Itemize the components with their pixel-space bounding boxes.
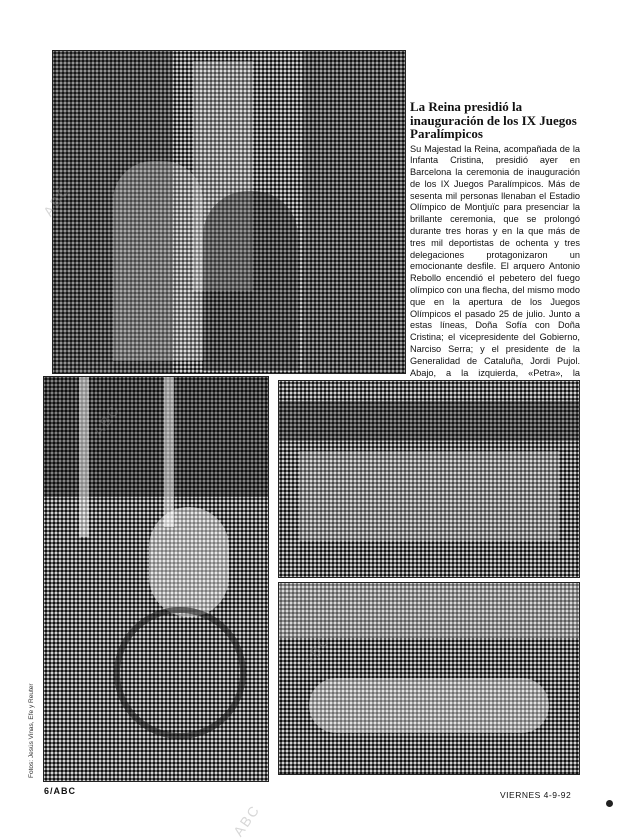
watermark: ABC <box>90 401 124 440</box>
photo-spanish-team-parade <box>278 380 580 578</box>
photo-queen-and-dignitaries <box>52 50 406 374</box>
issue-date: VIERNES 4-9-92 <box>500 790 572 800</box>
registration-mark <box>606 800 613 807</box>
watermark: ABC <box>230 801 264 839</box>
watermark: ABC <box>40 181 74 220</box>
headline: La Reina presidió la inauguración de los IX Juegos Paralímpicos <box>410 99 577 141</box>
photo-olympic-flag <box>278 582 580 775</box>
page-number: 6/ABC <box>44 786 77 796</box>
photo-petra-motorcycle <box>43 376 269 782</box>
photo-credit: Fotos: Jesús Vinas, Efe y Reuter <box>28 683 35 778</box>
article-body: Su Majestad la Reina, acompañada de la Infanta Cristina, presidió ayer en Barcelona la ceremonia de inauguración de los IX Juegos Paralímpicos. Más de sesenta mil personas llenaban el Estadio Olímpico de Montjuïc para presenciar la brillante ceremonia, que se prolongó durante tres horas y en la que más de tres mil deportistas de ochenta y tres delegaciones protagonizaron un emocionante desfile. El arquero Antonio Rebollo encendió el pebetero del fuego olímpico con una flecha, del mismo modo que en la apertura de los Juegos Olímpicos el pasado 25 de julio. Junto a estas líneas, Doña Sofía con Doña Cristina; el vicepresidente del Gobierno, Narciso Serra; y el presidente de la Generalidad de Cataluña, Jordi Pujol. Abajo, a la izquierda, «Petra», la <box>410 143 580 378</box>
watermark: ABC <box>300 631 334 670</box>
